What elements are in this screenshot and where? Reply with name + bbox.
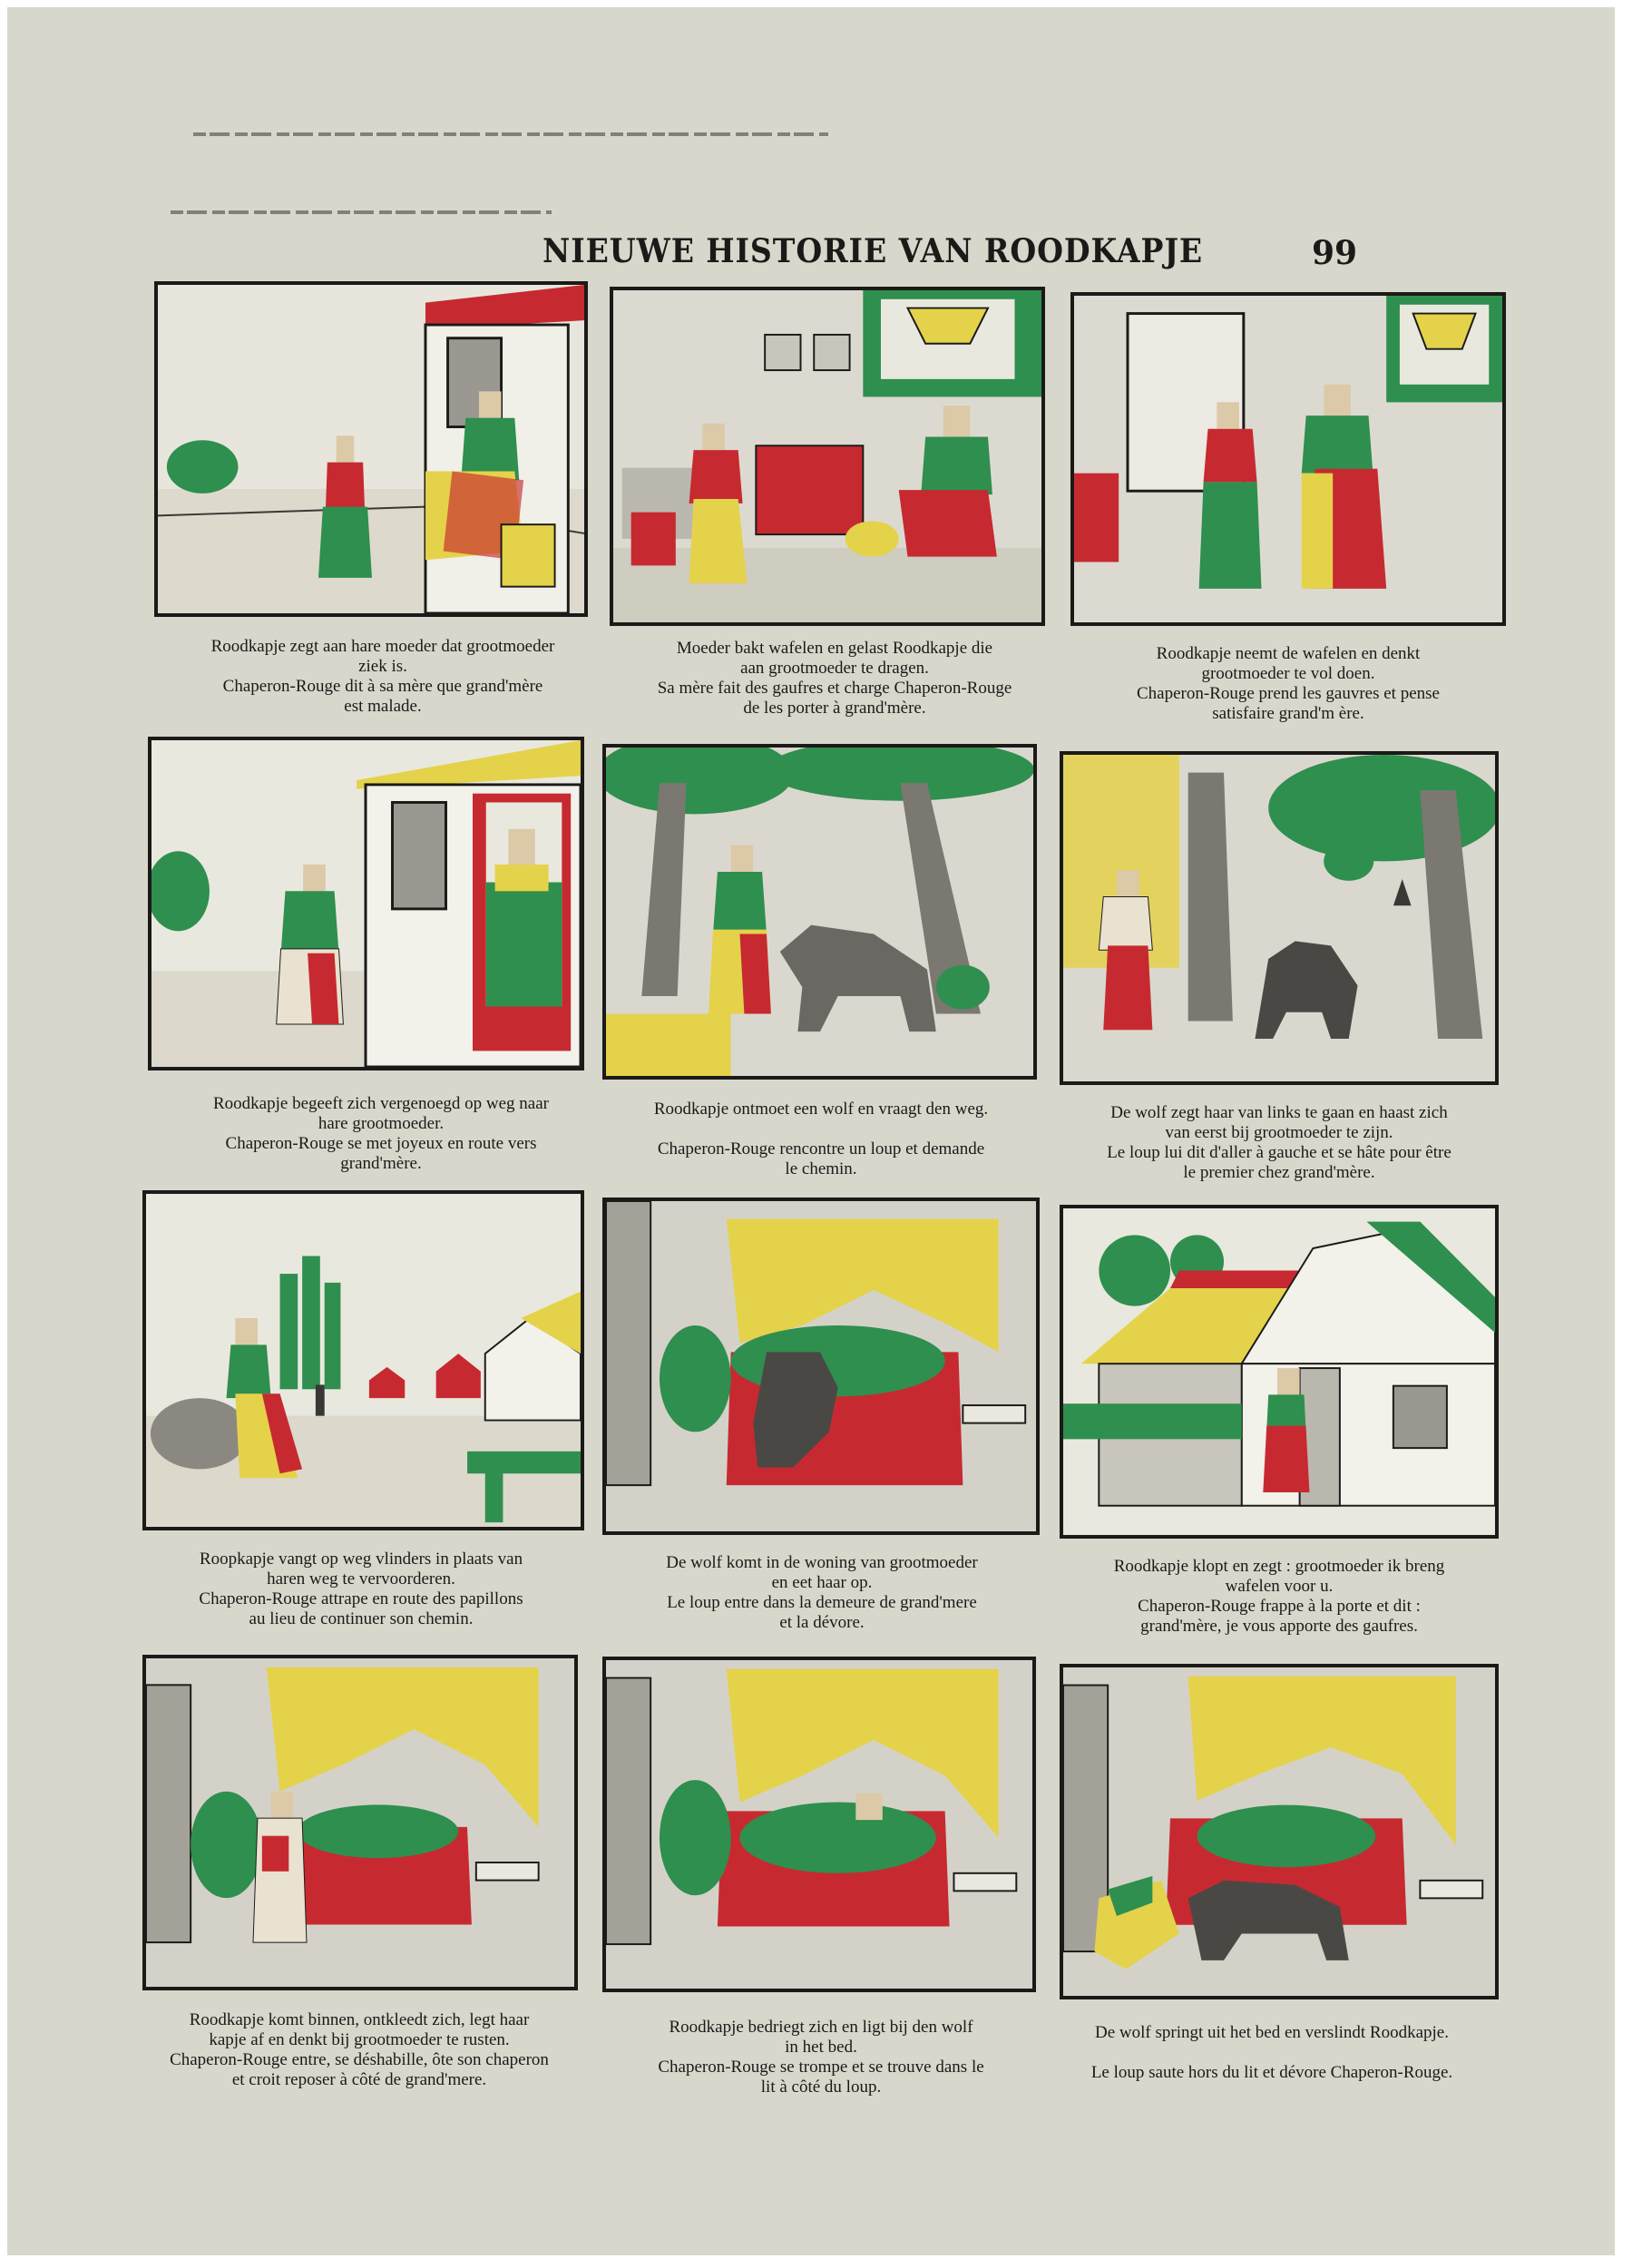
- panel-4-caption: Roodkapje begeeft zich vergenoegd op weg naar hare grootmoeder. Chaperon-Rouge se met joyeux en route vers grand'mère.: [213, 1094, 549, 1173]
- panel-10-caption: Roodkapje komt binnen, ontkleedt zich, legt haar kapje af en denkt bij grootmoeder te rusten. Chaperon-Rouge entre, se déshabille, ôte son chaperon et croit reposer à côté de grand'mere.: [170, 2010, 549, 2089]
- panel-2-illustration: [610, 287, 1045, 626]
- decorative-rule: [171, 210, 552, 214]
- sheet-number: 99: [1312, 234, 1358, 272]
- panel-7-illustration: [142, 1190, 584, 1530]
- sheet-title: NIEUWE HISTORIE VAN ROODKAPJE: [542, 232, 1204, 270]
- panel-7-caption: Roopkapje vangt op weg vlinders in plaats van haren weg te vervoorderen. Chaperon-Rouge attrape en route des papillons au lieu de continuer son chemin.: [199, 1549, 523, 1628]
- panel-3-illustration: [1070, 292, 1506, 626]
- panel-12-caption: De wolf springt uit het bed en verslindt Roodkapje. Le loup saute hors du lit et dévore Chaperon-Rouge.: [1090, 2023, 1453, 2082]
- panel-6-illustration: [1060, 751, 1499, 1085]
- panel-9-illustration: [1060, 1205, 1499, 1539]
- panel-4-illustration: [148, 737, 584, 1070]
- panel-1-illustration: [154, 281, 588, 617]
- panel-9-caption: Roodkapje klopt en zegt : grootmoeder ik breng wafelen voor u. Chaperon-Rouge frappe à la porte et dit : grand'mère, je vous apporte des gaufres.: [1113, 1557, 1445, 1636]
- panel-10-illustration: [142, 1655, 578, 1990]
- panel-8-caption: De wolf komt in de woning van grootmoeder en eet haar op. Le loup entre dans la demeure de grand'mere et la dévore.: [666, 1553, 978, 1632]
- panel-5-illustration: [602, 744, 1037, 1080]
- panel-12-illustration: [1060, 1664, 1499, 1999]
- decorative-rule: [193, 132, 828, 136]
- panel-11-caption: Roodkapje bedriegt zich en ligt bij den wolf in het bed. Chaperon-Rouge se trompe et se trouve dans le lit à côté du loup.: [658, 2018, 984, 2097]
- panel-1-caption: Roodkapje zegt aan hare moeder dat grootmoeder ziek is. Chaperon-Rouge dit à sa mère que grand'mère est malade.: [210, 637, 555, 716]
- panel-5-caption: Roodkapje ontmoet een wolf en vraagt den weg. Chaperon-Rouge rencontre un loup et demande le chemin.: [653, 1100, 989, 1178]
- panel-6-caption: De wolf zegt haar van links te gaan en haast zich van eerst bij grootmoeder te zijn. Le loup lui dit d'aller à gauche et se hâte pour être le premier chez grand'mère.: [1107, 1103, 1451, 1182]
- panel-11-illustration: [602, 1657, 1036, 1992]
- panel-8-illustration: [602, 1198, 1040, 1535]
- panel-3-caption: Roodkapje neemt de wafelen en denkt grootmoeder te vol doen. Chaperon-Rouge prend les gauvres et pense satisfaire grand'm ère.: [1137, 644, 1440, 723]
- panel-2-caption: Moeder bakt wafelen en gelast Roodkapje die aan grootmoeder te dragen. Sa mère fait des gaufres et charge Chaperon-Rouge de les porter à grand'mère.: [657, 639, 1012, 718]
